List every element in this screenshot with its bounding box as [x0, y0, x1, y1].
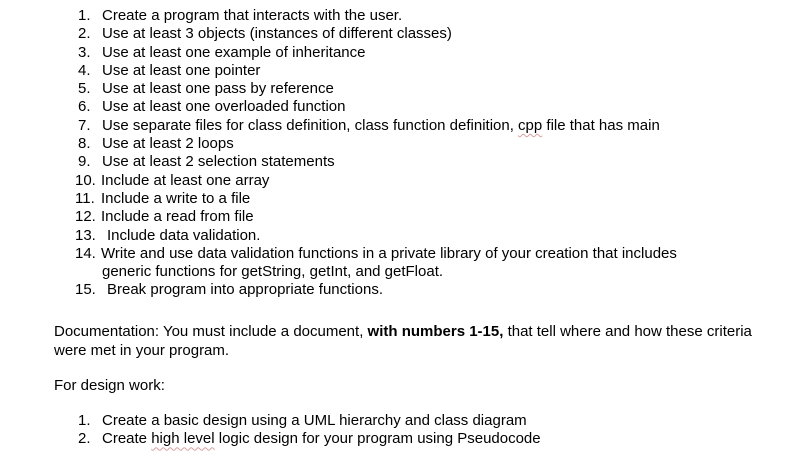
item-number: 4. [78, 61, 91, 79]
item-text: Include data validation. [107, 226, 261, 244]
item-text-part: file that has main [542, 116, 660, 134]
spellcheck-word: high level [151, 430, 215, 448]
item-text-part: Create [102, 430, 152, 448]
item-text: Create a basic design using a UML hierarchy and class diagram [102, 412, 527, 429]
item-text: Write and use data validation functions in a private library of your creation that includes [101, 244, 677, 262]
item-text-part: Use separate files for class definition, class function definition, [102, 116, 519, 134]
item-number: 3. [78, 43, 91, 61]
design-heading: For design work: [54, 377, 165, 394]
item-number: 15. [75, 281, 96, 299]
documentation-bold-text: with numbers 1-15, [367, 323, 504, 340]
item-text-part: logic design for your program using Pseudocode [214, 430, 541, 448]
documentation-text: that tell where and how these criteria were met in your program. [54, 323, 752, 359]
item-number: 9. [78, 153, 91, 171]
item-number: 5. [78, 80, 91, 98]
item-text: Break program into appropriate functions. [107, 281, 383, 299]
item-number: 8. [78, 135, 91, 153]
item-text: Use at least 2 selection statements [102, 153, 335, 171]
item-text-continuation: generic functions for getString, getInt, and getFloat. [102, 263, 444, 281]
item-text: Use at least 2 loops [102, 135, 234, 153]
item-number: 1. [78, 7, 91, 24]
item-text: Include at least one array [101, 171, 270, 189]
item-text: Use at least one pass by reference [102, 80, 334, 98]
item-number: 12. [75, 208, 96, 226]
item-number: 10. [75, 171, 96, 189]
item-number: 11. [75, 189, 95, 207]
item-text: Create a program that interacts with the user. [102, 7, 403, 24]
item-text [102, 430, 541, 448]
item-number: 2. [78, 25, 91, 43]
item-text: Include a write to a file [101, 189, 251, 207]
item-number: 7. [78, 116, 91, 134]
item-text: Use at least one example of inheritance [102, 43, 366, 61]
item-text: Include a read from file [101, 208, 254, 226]
item-text: Use at least one pointer [102, 61, 261, 79]
item-number: 2. [78, 430, 91, 448]
item-number: 13. [75, 226, 96, 244]
item-number: 1. [78, 412, 91, 429]
documentation-paragraph [54, 322, 774, 360]
spellcheck-word: cpp [518, 116, 543, 134]
item-text: Use at least one overloaded function [102, 98, 346, 116]
documentation-text: Documentation: You must include a document, [54, 323, 368, 340]
item-text [102, 117, 660, 135]
item-number: 14. [75, 244, 96, 262]
item-number: 6. [78, 98, 91, 116]
item-text: Use at least 3 objects (instances of different classes) [102, 25, 452, 43]
